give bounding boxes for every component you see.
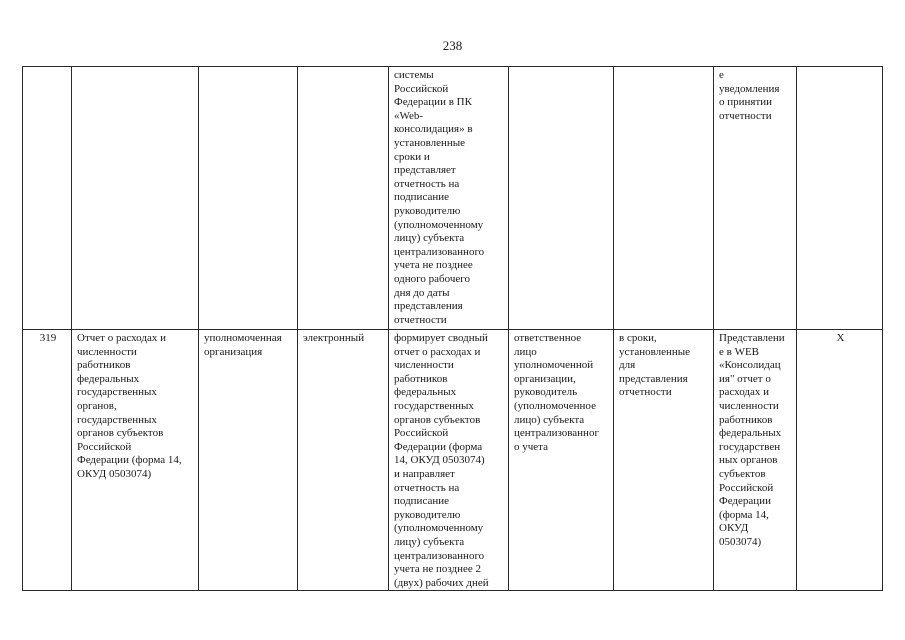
- cell-mark: [797, 67, 883, 330]
- table-row: [23, 67, 883, 330]
- cell-result: е уведомления о принятии отчетности: [714, 67, 797, 330]
- table-row: [23, 330, 883, 591]
- procedure-table: [22, 66, 883, 591]
- cell-report-name: [72, 67, 199, 330]
- cell-person: [509, 67, 614, 330]
- cell-form: электронный: [298, 330, 389, 591]
- cell-responsible: уполномоченная организация: [199, 330, 298, 591]
- cell-deadline: [614, 67, 714, 330]
- cell-action: системы Российской Федерации в ПК «Web- консолидация» в установленные сроки и представляет отчетность на подписание руководителю (уполномоченному лицу) субъекта централизованного учета не позднее одного рабочего дня до даты представления отчетности: [389, 67, 509, 330]
- cell-mark: X: [797, 330, 883, 591]
- cell-deadline: в сроки, установленные для представления отчетности: [614, 330, 714, 591]
- cell-number: 319: [23, 330, 72, 591]
- page-number: 238: [442, 38, 463, 53]
- cell-result: Представлени е в WEB «Консолидац ия" отчет о расходах и численности работников федеральных государствен ных органов субъектов Российской Федерации (форма 14, ОКУД 0503074): [714, 330, 797, 591]
- cell-number: [23, 67, 72, 330]
- cell-report-name: Отчет о расходах и численности работников федеральных государственных органов, государственных органов субъектов Российской Федерации (форма 14, ОКУД 0503074): [72, 330, 199, 591]
- cell-action: формирует сводный отчет о расходах и численности работников федеральных государственных органов субъектов Российской Федерации (форма 14, ОКУД 0503074) и направляет отчетность на подписание руководителю (уполномоченному лицу) субъекта централизованного учета не позднее 2 (двух) рабочих дней: [389, 330, 509, 591]
- cell-person: ответственное лицо уполномоченной организации, руководитель (уполномоченное лицо) субъекта централизованног о учета: [509, 330, 614, 591]
- cell-responsible: [199, 67, 298, 330]
- cell-form: [298, 67, 389, 330]
